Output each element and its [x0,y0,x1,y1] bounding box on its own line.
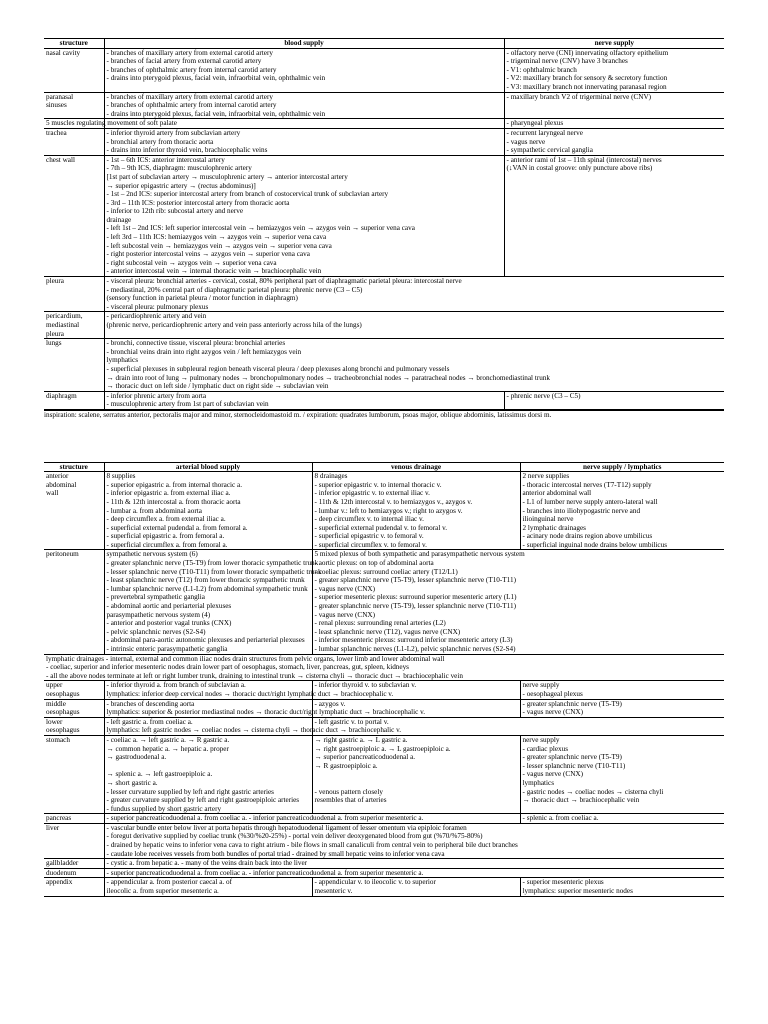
text-line: - phrenic nerve (C3 – C5) [506,391,581,400]
text-line: - 7th – 9th ICS, diaphragm: musculophrenic artery [106,164,252,173]
blood-supply-cell [104,277,724,312]
nerve-supply-cell [504,119,724,129]
text-line: mediastinal [46,321,80,329]
text-line: - prevertebral sympathetic ganglia [106,593,205,602]
table-row-span [44,654,724,681]
text-line: → common hepatic a. → hepatic a. proper [106,744,229,753]
table-row [44,735,724,813]
text-line: sinuses [46,101,67,110]
text-line: - vagus nerve (CNX) [522,770,583,779]
venous-cell [312,550,724,654]
structure-cell [44,92,104,119]
text-line: - oesophageal plexus [522,689,583,698]
text-line: - vascular bundle enter below liver at porta hepatis through hepatoduodenal ligament of lesser omentum via epiploic foramen [106,823,467,832]
text-line: - branches of facial artery from external carotid artery [106,57,262,66]
table-row [44,859,724,869]
table-row [44,814,724,824]
nerve-supply-cell [504,128,724,155]
text-line: - appendicular a. from posterior caecal a. of [106,878,233,887]
arterial-cell [104,878,312,896]
table-row [44,550,724,654]
text-line: → short gastric a. [106,778,158,787]
text-line: - drained by hepatic veins to inferior vena cava to right atrium - bile flows in small canaliculi from central vein to peripheral bile duct branches [106,841,518,850]
text-line: - inferior thyroid artery from subclavian artery [106,128,241,137]
document-page [44,38,724,897]
text-line: pericardium, [46,312,83,321]
structure-cell [44,119,177,129]
text-line: - recurrent laryngeal nerve [506,128,583,137]
text-line: → thoracic duct on left side / lymphatic duct on right side → subclavian vein [106,382,329,391]
table-row [44,681,724,699]
structure-cell [44,681,104,699]
text-line: nerve supply [522,681,560,690]
text-line: - bronchial veins drain into right azygos vein / left hemiazygos vein [106,347,302,356]
text-line: - fundus supplied by short gastric artery [106,804,222,813]
text-line: - superior pancreaticoduodenal a. from coeliac a. - inferior pancreaticoduodenal a. from superior mesenteric a. [106,814,424,823]
text-line: → gastroduodenal a. [106,753,167,762]
table-row [44,339,724,392]
text-line: - left 1st – 2nd ICS: left superior intercostal vein → hemiazygos vein → azygos vein → superior vena cava [106,224,415,233]
table-row [44,472,724,550]
text-line: - inferior thyroid a. from branch of subclavian a. [106,681,246,690]
text-line: - maxillary branch V2 of trigerminal nerve (CNV) [506,92,652,101]
text-line: - bronchial artery from thoracic aorta [106,137,214,146]
text-line: - 11th & 12th intercostal a. from thoracic aorta [106,497,241,506]
text-line: - inferior epigastric v. to external iliac v. [314,489,430,498]
text-line: - superior pancreaticoduodenal a. from coeliac a. - inferior pancreaticoduodenal a. from superior mesenteric a. [106,868,424,877]
text-line: → superior epigastric artery → (rectus abdominus)] [106,181,256,190]
text-line: - coeliac a. → left gastric a. → R gastric a. [106,735,230,744]
structure-cell [44,48,104,92]
blood-supply-cell [104,48,504,92]
text-line: → right gastric a. → L gastric a. [314,735,408,744]
nerve-supply-cell [504,391,724,409]
text-line: - venous pattern closely [314,787,383,796]
text-line: (sensory function in parietal pleura / motor function in diaphragm) [106,294,298,303]
text-line: chest wall [46,155,75,164]
text-line: - superior mesenteric plexus: surround superior mesenteric artery (L1) [314,593,517,602]
text-line: - abdominal para-aortic autonomic plexuses and periarterial plexuses [106,636,305,645]
text-line: - branches of maxillary artery from external carotid artery [106,92,273,101]
blood-supply-cell [104,312,724,339]
text-line: - sympathetic cervical ganglia [506,146,593,155]
table-row [44,277,724,312]
text-line: duodenum [46,868,77,877]
blood-supply-cell [104,339,724,392]
text-line: - lumbar splanchnic nerves (L1-L2), pelvic splanchnic nerves (S2-S4) [314,645,516,653]
table-row [44,717,724,735]
text-line: → superior pancreaticoduodenal a. [314,753,416,762]
text-line: - inferior phrenic artery from aorta [106,391,207,400]
text-line: lymphatic drainages - internal, external and common iliac nodes drain structures from pelvic organs, lower limb and lower abdominal wall [46,654,445,663]
nerve-lymph-cell [520,735,724,813]
text-line: - pelvic splanchnic nerves (S2-S4) [106,627,206,636]
arterial-cell [104,868,724,878]
text-line: paranasal [46,92,74,101]
text-line: lungs [46,339,62,348]
text-line: anterior [46,472,69,481]
table-abdominal-structures [44,462,724,897]
text-line: - all the above nodes terminate at left or right lumber trunk, draining to intestinal trunk → cisterna chyli → thoracic duct → brachiocephalic vein [46,671,463,680]
text-line: - lesser curvature supplied by left and right gastric arteries [106,787,274,796]
text-line: - splenic a. from coeliac a. [522,814,599,823]
text-line: - 1st – 2nd ICS: superior intercostal artery from branch of costocervical trunk of subclavian artery [106,190,389,199]
structure-cell [44,277,104,312]
text-line: lymphatics: superior mesenteric nodes [522,887,633,896]
text-line: - superficial external pudendal a. from femoral a. [106,523,248,532]
structure-cell [44,472,104,550]
text-line: - bronchi, connective tissue, visceral pleura: bronchial arteries [106,339,286,348]
text-line: pleura [46,329,64,338]
text-line: - greater splanchnic nerve (T5-T9) [522,753,622,762]
text-line: ilioinguinal nerve [522,515,574,524]
text-line: - deep circumflex v. to internal iliac v. [314,515,424,524]
text-line: liver [46,823,60,832]
text-line: lymphatics: left gastric nodes → coeliac nodes → cisterna chyli → thoracic duct → brachiocephalic v. [106,726,402,735]
text-line: - 1st – 6th ICS: anterior intercostal artery [106,155,225,164]
text-line: oesophagus [46,708,80,717]
text-line: - coeliac, superior and inferior mesenteric nodes drain lower part of oesophagus, stomach, liver, pancreas, gut, spleen, kidneys [46,663,409,672]
text-line: lymphatics [522,778,555,787]
nerve-supply-cell [504,155,724,276]
text-line: - L1 of lumber nerve supply antero-lateral wall [522,497,658,506]
text-line: - acinary node drains region above umbilicus [522,532,653,541]
text-line: - anterior intercostal vein → internal thoracic vein → brachiocephalic vein [106,267,322,276]
text-line: - greater splanchnic nerve (T5-T9) from lower thoracic sympathetic trunk [106,559,319,568]
text-line: - drains into pterygoid plexus, facial vein, infraorbital vein, ophthalmic vein [106,109,326,118]
text-line: 2 lymphatic drainages [522,523,586,532]
text-line: - foregut derivative supplied by coeliac trunk (%30/%20-25%) - portal vein deliver deoxygenated blood from gut (%70/%75-80%) [106,832,483,841]
structure-cell [44,391,104,409]
text-line: 8 drainages [314,472,348,481]
nerve-lymph-cell [520,814,724,824]
venous-cell [312,472,520,550]
text-line: - musculophrenic artery from 1st part of subclavian vein [106,400,269,409]
text-line: - V2: maxillary branch for sensory & secretory function [506,74,668,83]
text-line: - anterior rami of 1st – 11th spinal (intercostal) nerves [506,155,662,164]
text-line: (↓VAN in costal groove: only puncture above ribs) [506,164,653,173]
text-line: - superficial circumflex v. to femoral v. [314,540,427,549]
text-line: - inferior epigastric a. from external iliac a. [106,489,231,498]
text-line: nerve supply [522,735,560,744]
text-line: pancreas [46,814,72,823]
text-line: parasympathetic nervous system (4) [106,610,211,619]
text-line: - branches into iliohypogastric nerve and [522,506,641,515]
text-line: - branches of descending aorta [106,699,195,708]
table-row [44,119,724,129]
text-line: - azygos v. [314,699,346,708]
structure-cell [44,868,104,878]
blood-supply-cell [104,391,504,409]
text-line: → thoracic duct → brachiocephalic vein [522,796,640,805]
text-line: lymphatics: superior & posterior mediastinal nodes → thoracic duct/right lymphatic duct → brachiocephalic v. [106,708,425,717]
text-line: - intrinsic enteric parasympathetic ganglia [106,645,228,653]
text-line: - greater splanchnic nerve (T5-T9), lesser splanchnic nerve (T10-T11) [314,576,516,585]
text-line: - lesser splanchnic nerve (T10-T11) [522,761,626,770]
text-line: - vagus nerve [506,137,546,146]
text-line: - superior epigastric a. from internal thoracic a. [106,480,243,489]
text-line: - abdominal aortic and periarterial plexuses [106,602,232,611]
text-line: - least splanchnic nerve (T12), vagus nerve (CNX) [314,627,461,636]
nerve-lymph-cell [520,472,724,550]
text-line: oesophagus [46,689,80,698]
text-line: pleura [46,277,64,286]
text-line: - inferior mesenteric plexus: surround inferior mesenteric artery (L3) [314,636,513,645]
text-line: - superficial external pudendal v. to femoral v. [314,523,448,532]
text-line: → R gastroepiploic a. [314,761,378,770]
structure-cell [44,814,104,824]
text-line: - least splanchnic nerve (T12) from lower thoracic sympathetic trunk [106,576,305,585]
text-line: (phrenic nerve, pericardiophrenic artery and vein pass anteriorly across hila of the lungs) [106,321,362,329]
structure-cell [44,339,104,392]
text-line: - left 3rd – 11th ICS: hemiazygos vein → azygos vein → superior vena cava [106,233,327,242]
text-line: lymphatics: inferior deep cervical nodes → thoracic duct/right lymphatic duct → brachiocephalic v. [106,689,394,698]
text-line: - vagus nerve (CNX) [522,708,583,717]
text-line: - olfactory nerve (CNI) innervating olfactory epithelium [506,48,669,57]
table-row [44,128,724,155]
text-line: → splenic a. → left gastroepiploic a. [106,770,213,779]
text-line: 2 nerve supplies [522,472,570,481]
text-line: - visceral pleura: pulmonary plexus [106,302,209,311]
text-line: - 3rd – 11th ICS: posterior intercostal artery from thoracic aorta [106,198,290,207]
header-blood-supply: blood supply [104,39,504,49]
text-line: - renal plexus: surrounding renal arteries (L2) [314,619,446,628]
arterial-cell [104,472,312,550]
text-line: mesenteric v. [314,887,353,896]
arterial-cell [104,550,322,654]
text-line: - cystic a. from hepatic a. - many of the veins drain back into the liver [106,859,308,868]
text-line: - left gastric a. from coeliac a. [106,717,193,726]
text-line: - superior mesenteric plexus [522,878,604,887]
structure-cell [44,878,104,896]
text-line: - aortic plexus: on top of abdominal aorta [314,559,434,568]
text-line: - superficial epigastric a. from femoral a. [106,532,225,541]
structure-cell [44,699,104,717]
text-line: nasal cavity [46,48,81,57]
text-line [315,770,518,779]
text-line: - thoracic intercostal nerves (T7-T12) supply [522,480,652,489]
header-venous-drainage: venous drainage [312,462,520,472]
text-line: ileocolic a. from superior mesenteric a. [106,887,219,896]
text-line: upper [46,681,63,690]
text-line: sympathetic nervous system (6) [106,550,198,559]
structure-cell [44,823,104,858]
table1-body [44,48,724,409]
text-line: - superficial plexuses in subpleural region beneath visceral pleura / deep plexuses along bronchi and pulmonary vessels [106,364,450,373]
text-line: - 11th & 12th intercostal v. to hemiazygos v., azygos v. [314,497,473,506]
text-line: → right gastroepiploic a. → L gastroepiploic a. [314,744,451,753]
structure-cell [44,735,104,813]
venous-cell [312,735,520,813]
text-line: - lumbar a. from abdominal aorta [106,506,202,515]
text-line: - V3: maxillary branch not innervating paranasal region [506,82,667,91]
text-line: 5 muscles regulating movement of soft palate [46,119,177,128]
text-line: middle [46,699,66,708]
text-line: - left subcostal vein → hemiazygos vein → azygos vein → superior vena cava [106,241,332,250]
venous-cell [312,878,520,896]
text-line: - right subcostal vein → azygos vein → superior vena cava [106,258,277,267]
text-line: - coeliac plexus: surround coeliac artery (T12/L1) [314,567,458,576]
text-line: - right posterior intercostal veins → azygos vein → superior vena cava [106,250,310,259]
text-line [315,805,518,814]
table2-body [44,472,724,897]
text-line: - cardiac plexus [522,744,568,753]
text-line: - deep circumflex a. from external iliac a. [106,515,226,524]
text-line: abdominal [46,480,77,489]
nerve-lymph-cell [520,699,724,717]
text-line: resembles that of arteries [314,796,387,805]
text-line: - vagus nerve (CNX) [314,584,375,593]
text-line: stomach [46,735,70,744]
text-line: - lumbar splanchnic nerve (L1-L2) from abdominal sympathetic trunk [106,584,308,593]
nerve-lymph-cell [520,681,724,699]
header-arterial-blood-supply: arterial blood supply [104,462,312,472]
header-nerve-supply: nerve supply [504,39,724,49]
lymphatic-drainage-cell [44,654,724,681]
blood-supply-cell [104,92,504,119]
arterial-cell [104,814,520,824]
text-line: - vagus nerve (CNX) [314,610,375,619]
table-row [44,868,724,878]
text-line: lymphatics [106,356,139,365]
structure-cell [44,859,104,869]
text-line: - trigeminal nerve (CNV) have 3 branches [506,57,628,66]
text-line: 8 supplies [106,472,136,481]
table-row [44,878,724,896]
text-line: gallbladder [46,859,79,868]
arterial-cell [104,859,724,869]
text-line: - drains into pterygoid plexus, facial vein, infraorbital vein, ophthalmic vein [106,74,326,83]
table-thoracic-structures [44,38,724,410]
text-line: - branches of ophthalmic artery from internal carotid artery [106,101,277,110]
text-line: [1st part of subclavian artery → musculophrenic artery → anterior intercostal artery [106,172,348,181]
text-line: - branches of ophthalmic artery from internal carotid artery [106,65,277,74]
text-line: - anterior and posterior vagal trunks (CNX) [106,619,232,628]
text-line [107,762,310,771]
structure-cell [44,312,104,339]
text-line: - superior epigastric v. to internal thoracic v. [314,480,442,489]
header-structure-2: structure [44,462,104,472]
text-line: - appendicular v. to ileocolic v. to superior [314,878,436,887]
nerve-lymph-cell [520,878,724,896]
nerve-supply-cell [504,48,724,92]
table-row [44,823,724,858]
table-row [44,155,724,276]
structure-cell [44,128,104,155]
text-line: - mediastinal, 20% central part of diaphragmatic parietal pleura: phrenic nerve (C3 – C5) [106,285,363,294]
text-line: - superficial inguinal node drains below umbilicus [522,540,668,549]
text-line: - branches of maxillary artery from external carotid artery [106,48,273,57]
text-line: - pharyngeal plexus [506,119,564,128]
table-row [44,48,724,92]
blood-supply-cell [104,128,504,155]
text-line: appendix [46,878,73,887]
text-line [315,779,518,788]
text-line: - greater curvature supplied by left and right gastroepiploic arteries [106,796,300,805]
text-line: 5 mixed plexus of both sympathetic and parasympathetic nervous system [314,550,525,559]
text-line: - lumbar v.: left to hemiazygos v.; right to azygos v. [314,506,463,515]
text-line: - lesser splanchnic nerve (T10-T11) from lower thoracic sympathetic trunk [106,567,322,576]
text-line: lower [46,717,63,726]
text-line: peritoneum [46,550,79,559]
structure-cell [44,155,104,276]
text-line: - inferior thyroid v. to subclavian v. [314,681,417,690]
text-line: trachea [46,128,67,137]
text-line: wall [46,489,59,498]
text-line: - visceral pleura: bronchial arteries - cervical, costal, 80% peripheral part of diaphragmatic parietal pleura: intercostal nerve [106,277,462,286]
table-row [44,92,724,119]
text-line: drainage [106,215,132,224]
arterial-cell [104,823,724,858]
text-line: - drains into inferior thyroid vein, brachiocephalic veins [106,146,268,155]
footnote-breathing-muscles: inspiration: scalene, serratus anterior, pectoralis major and minor, sternocleidomastoid m. / expiration: quadrates lumborum, psoas major, oblique abdominis, latissimus dorsi m. [44,410,724,420]
text-line: anterior abdominal wall [522,489,592,498]
text-line: - superficial epigastric v. to femoral v. [314,532,424,541]
text-line: - inferior to 12th rib: subcostal artery and nerve [106,207,244,216]
text-line: - caudate lobe receives vessels from both bundles of portal triad - drained by small hepatic veins to inferior vena cava [106,849,445,858]
text-line: - left gastric v. to portal v. [314,717,389,726]
table-row [44,699,724,717]
blood-supply-cell [104,155,504,276]
text-line: oesophagus [46,726,80,735]
table-row [44,391,724,409]
text-line: - superficial circumflex a. from femoral a. [106,540,228,549]
structure-cell [44,717,104,735]
text-line: - V1: ophthalmic branch [506,65,577,74]
structure-cell [44,550,104,654]
arterial-cell [104,735,312,813]
text-line: - greater splanchnic nerve (T5-T9), lesser splanchnic nerve (T10-T11) [314,602,516,611]
nerve-supply-cell [504,92,724,119]
text-line: - pericardiophrenic artery and vein [106,312,207,321]
text-line: - gastric nodes → coeliac nodes → cisterna chyli [522,787,664,796]
header-nerve-lymphatics: nerve supply / lymphatics [520,462,724,472]
text-line: diaphragm [46,391,77,400]
text-line: - greater splanchnic nerve (T5-T9) [522,699,622,708]
table-row [44,312,724,339]
text-line: → drain into root of lung → pulmonary nodes → bronchopulmonary nodes → tracheobronchial nodes → paratracheal nodes → bronchomediastinal trunk [106,373,551,382]
header-structure: structure [44,39,104,49]
